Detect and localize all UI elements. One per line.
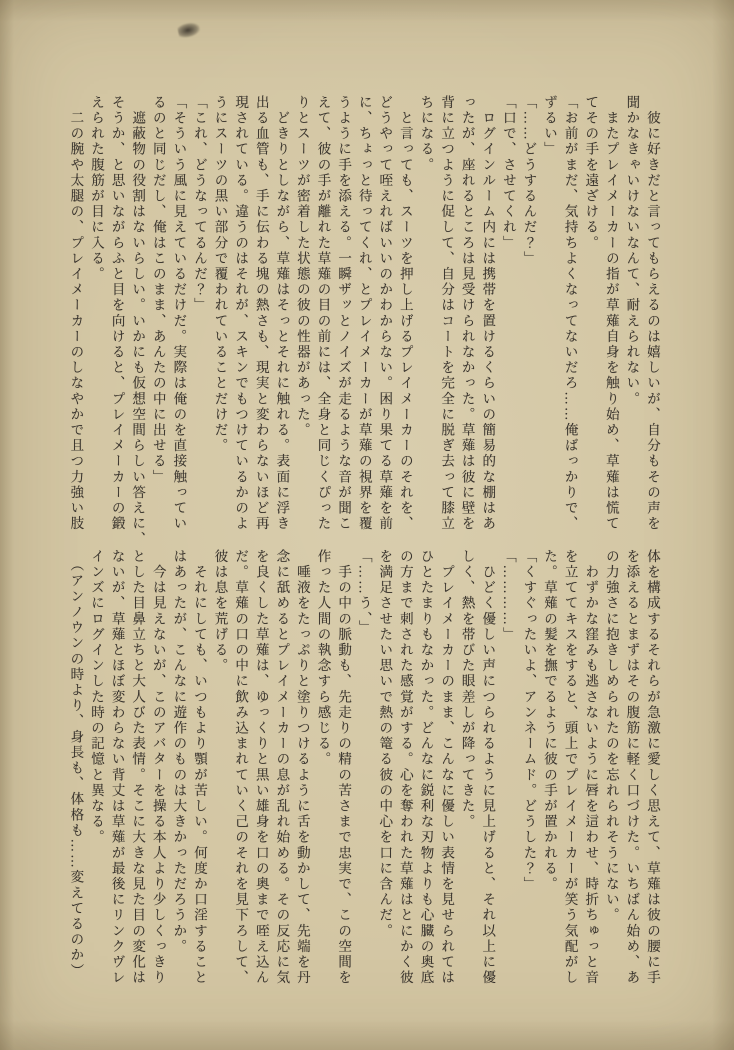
text-column: 遮蔽物の役割はないらしい。いかにも仮想空間らしい答えに、 <box>130 95 146 548</box>
text-column: を立ててキスをすると、頭上でプレイメーカーが笑う気配がし <box>562 549 578 986</box>
text-column: とした目鼻立ちと大人びた表情。そこに大きな見た目の変化は <box>130 549 146 986</box>
text-column: 体を構成するそれらが急激に愛しく思えて、草薙は彼の腰に手 <box>645 549 660 986</box>
text-column: を良くした草薙は、ゆっくりと黒い雄身を口の奥まで咥え込ん <box>253 549 269 986</box>
text-column: 「これ、どうなってるんだ？」 <box>191 95 207 314</box>
text-column: 「……う、」 <box>356 549 372 636</box>
text-column: を満足させたい思いで熱の篭る彼の中心を口に含んだ。 <box>377 549 393 939</box>
text-column: りとスーツが密着した状態の彼の性器があった。 <box>294 95 310 439</box>
text-column: 手の中の脈動も、先走りの精の苦さまで忠実で、この空間を <box>336 549 352 986</box>
text-column: 「…………」 <box>500 549 516 643</box>
text-column: インズにログインした時の記憶と異なる。 <box>88 549 104 846</box>
text-column: ひどく優しい声につられるように見上げると、それ以上に優 <box>480 549 496 986</box>
text-column: プレイメーカーのまま、こんなに優しい表情を見せられては <box>439 549 455 986</box>
text-column: に、ちょっと待ってくれ、とプレイメーカーが草薙の視界を覆 <box>356 95 372 532</box>
text-column: 念に舐めるとプレイメーカーの息が乱れ始める。その反応に気 <box>274 549 290 986</box>
text-column: えて、彼の手が離れた草薙の目の前には、全身と同じくぴった <box>315 95 331 532</box>
text-column: どうやって咥えればいいのかわからない。困り果てる草薙を前 <box>377 95 393 532</box>
text-column: しく、熱を帯びた眼差しが降ってきた。 <box>459 549 475 830</box>
text-column: 「くすぐったいよ、アンネームド。どうした？」 <box>521 549 537 893</box>
text-column: 「……どうするんだ？」 <box>521 95 537 267</box>
text-column: どきりとしながら、草薙はそっとそれに触れる。表面に浮き <box>274 95 290 532</box>
text-column: の力強さに抱きしめられたのを忘れられそうにない。 <box>603 549 619 924</box>
upper-text-block <box>65 95 662 553</box>
text-column: ずるい」 <box>542 95 558 158</box>
text-column: ひとたまりもなかった。どんなに鋭利な刃物よりも心臓の奥底 <box>418 549 434 986</box>
scan-smudge-artifact <box>177 21 201 39</box>
text-column: 「そういう風に見えているだけだ。実際は俺のを直接触ってい <box>171 95 187 532</box>
text-column: 二の腕や太腿の、プレイメーカーのしなやかで且つ力強い肢 <box>68 95 84 532</box>
text-column: （アンノウンの時より、身長も、体格も……変えてるのか） <box>68 549 84 980</box>
text-column: ったが、座れるところは見受けられなかった。草薙は彼に壁を <box>459 95 475 532</box>
text-column: 彼に好きだと言ってもらえるのは嬉しいが、自分もその声を <box>645 95 660 532</box>
text-column: た。草薙の髪を撫でるように彼の手が置かれる。 <box>542 549 558 893</box>
text-column: 今は見えないが、このアバターを操る本人より少しくっきり <box>150 549 166 986</box>
text-column: と言っても、スーツを押し上げるプレイメーカーのそれを、 <box>397 95 413 532</box>
text-column: 彼は息を荒げる。 <box>212 549 228 674</box>
text-column: だ。草薙の口の中に飲み込まれていく己のそれを見下ろして、 <box>233 549 249 986</box>
text-column: ないが、草薙とほぼ変わらない背丈は草薙が最後にリンクヴレ <box>109 549 125 986</box>
text-column: わずかな窪みも逃さないように唇を這わせ、時折ちゅっと音 <box>583 549 599 986</box>
text-column: 「お前がまだ、気持ちよくなってないだろ……俺ばっかりで、 <box>562 95 578 532</box>
text-column: それにしても、いつもより顎が苦しい。何度か口淫すること <box>191 549 207 986</box>
text-column: そうか、と思いながらふと目を向けると、プレイメーカーの鍛 <box>109 95 125 532</box>
text-column: 現されている。違うのはそれが、スキンでもつけているかのよ <box>233 95 249 532</box>
text-column: るのと同じだし、俺はこのまま、あんたの中に出せる」 <box>150 95 166 485</box>
text-column: 背に立つように促して、自分はコートを完全に脱ぎ去って膝立 <box>439 95 455 532</box>
text-column: を添えるとまずはその腹筋に軽く口づけた。いちばん始め、あ <box>624 549 640 986</box>
text-column: の方まで刺された感覚がする。心を奪われた草薙はとにかく彼 <box>397 549 413 986</box>
text-column: うように手を添える。一瞬ザッとノイズが走るような音が聞こ <box>336 95 352 532</box>
text-column: はあったが、こんなに遊作のものは大きかっただろうか。 <box>171 549 187 955</box>
text-column: 唾液をたっぷりと塗りつけるように舌を動かして、先端を丹 <box>294 549 310 986</box>
text-column: ちになる。 <box>418 95 434 173</box>
text-column: えられた腹筋が目に入る。 <box>88 95 104 283</box>
text-column: 聞かなきゃいけないなんて、耐えられない。 <box>624 95 640 407</box>
text-column: 作った人間の執念すら感じる。 <box>315 549 331 768</box>
text-column: ログインルーム内には携帯を置けるくらいの簡易的な棚はあ <box>480 95 496 532</box>
text-column: 「口で、させてくれ」 <box>500 95 516 251</box>
text-column: てその手を遠ざける。 <box>583 95 599 251</box>
lower-text-block <box>65 549 662 1007</box>
text-column: またプレイメーカーの指が草薙自身を触り始め、草薙は慌て <box>603 95 619 532</box>
text-column: うにスーツの黒い部分で覆われていることだけだ。 <box>212 95 228 454</box>
text-column: 出る血管も、手に伝わる塊の熱さも、現実と変わらないほど再 <box>253 95 269 532</box>
